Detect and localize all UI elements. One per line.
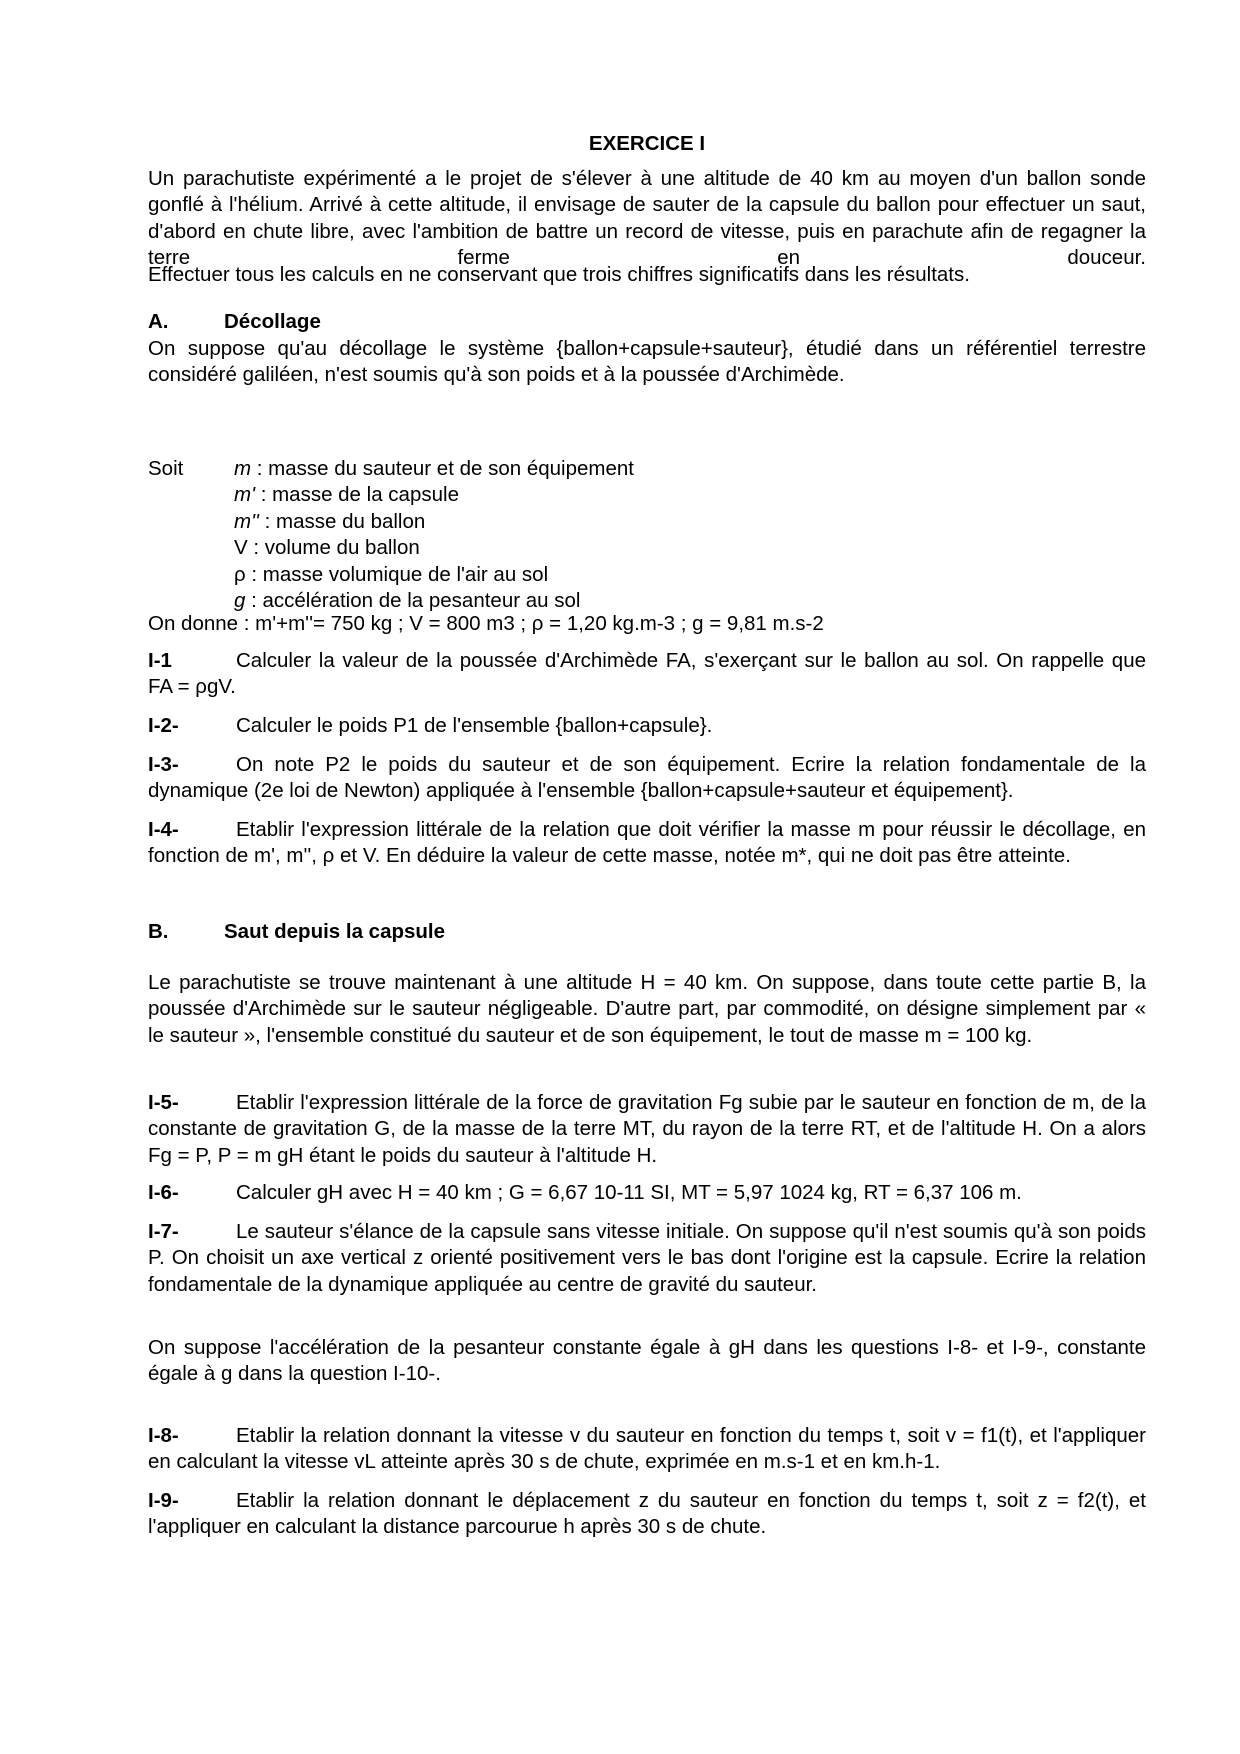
- intro-paragraph: Un parachutiste expérimenté a le projet de s'élever à une altitude de 40 km au moyen d'un ballon sonde gonflé à l'hélium. Arrivé à cette altitude, il envisage de sauter de la capsule du ballon pour effectuer un saut, d'abord en chute libre, avec l'ambition de battre un record de vitesse, puis en parachute afin de regagner la terre ferme en douceur.: [148, 167, 1146, 270]
- exercise-title: EXERCICE I: [588, 132, 706, 155]
- question-i-9: [148, 1488, 1146, 1541]
- question-label: I-1: [148, 649, 172, 672]
- variable-list: [234, 456, 634, 614]
- variable-row: ρ : masse volumique de l'air au sol: [234, 562, 549, 586]
- section-a-label: A.: [148, 310, 169, 333]
- question-label: I-8-: [148, 1424, 179, 1447]
- variable-row: m' : masse de la capsule: [234, 483, 459, 507]
- question-text: Etablir la relation donnant la vitesse v du sauteur en fonction du temps t, soit v = f1(t), et l'appliquer en calculant la vitesse vL atteinte après 30 s de chute, exprimée en m.s-1 et en km.h-1.: [148, 1424, 1146, 1474]
- section-b-text: Le parachutiste se trouve maintenant à une altitude H = 40 km. On suppose, dans toute cette partie B, la poussée d'Archimède sur le sauteur négligeable. D'autre part, par commodité, on désigne simplement par « le sauteur », l'ensemble constitué du sauteur et de son équipement, le tout de masse m = 100 kg.: [148, 971, 1146, 1047]
- question-i-5: [148, 1090, 1146, 1169]
- question-i-2: [148, 713, 1146, 739]
- variable-row: m : masse du sauteur et de son équipement: [234, 457, 634, 480]
- variable-row: V : volume du ballon: [234, 536, 420, 560]
- question-i-4: [148, 817, 1146, 870]
- question-label: I-5-: [148, 1091, 179, 1114]
- question-text: Calculer le poids P1 de l'ensemble {ballon+capsule}.: [236, 714, 713, 737]
- question-label: I-9-: [148, 1489, 179, 1512]
- question-label: I-3-: [148, 753, 179, 776]
- question-label: I-2-: [148, 714, 179, 737]
- question-label: I-7-: [148, 1220, 179, 1243]
- given-values: On donne : m'+m''= 750 kg ; V = 800 m3 ; ρ = 1,20 kg.m-3 ; g = 9,81 m.s-2: [148, 612, 824, 635]
- question-text: Le sauteur s'élance de la capsule sans vitesse initiale. On suppose qu'il n'est soumis qu'à son poids P. On choisit un axe vertical z orienté positivement vers le bas dont l'origine est la capsule. Ecrire la relation fondamentale de la dynamique appliquée au centre de gravité du sauteur.: [148, 1220, 1146, 1296]
- question-label: I-6-: [148, 1181, 179, 1204]
- question-text: Etablir l'expression littérale de la force de gravitation Fg subie par le sauteur en fonction de m, de la constante de gravitation G, de la masse de la terre MT, du rayon de la terre RT, et de l'altitude H. On a alors Fg = P, P = m gH étant le poids du sauteur à l'altitude H.: [148, 1091, 1146, 1167]
- assumption-note: On suppose l'accélération de la pesanteur constante égale à gH dans les questions I-8- et I-9-, constante égale à g dans la question I-10-.: [148, 1336, 1146, 1386]
- question-text: Calculer la valeur de la poussée d'Archimède FA, s'exerçant sur le ballon au sol. On rappelle que FA = ρgV.: [148, 649, 1146, 699]
- question-text: Calculer gH avec H = 40 km ; G = 6,67 10-11 SI, MT = 5,97 1024 kg, RT = 6,37 106 m.: [236, 1181, 1022, 1204]
- intro-instruction: Effectuer tous les calculs en ne conservant que trois chiffres significatifs dans les résultats.: [148, 263, 970, 286]
- question-i-3: [148, 752, 1146, 805]
- section-a-title: Décollage: [224, 310, 321, 333]
- question-text: Etablir l'expression littérale de la relation que doit vérifier la masse m pour réussir le décollage, en fonction de m', m'', ρ et V. En déduire la valeur de cette masse, notée m*, qui ne doit pas être atteinte.: [148, 818, 1146, 868]
- question-text: Etablir la relation donnant le déplacement z du sauteur en fonction du temps t, soit z = f2(t), et l'appliquer en calculant la distance parcourue h après 30 s de chute.: [148, 1489, 1146, 1539]
- question-label: I-4-: [148, 818, 179, 841]
- question-i-8: [148, 1423, 1146, 1476]
- section-b-title: Saut depuis la capsule: [224, 920, 446, 943]
- question-i-6: [148, 1180, 1146, 1206]
- section-b-heading: [148, 920, 445, 944]
- variable-row: m'' : masse du ballon: [234, 509, 426, 533]
- section-b-label: B.: [148, 920, 169, 943]
- section-a-text: On suppose qu'au décollage le système {ballon+capsule+sauteur}, étudié dans un référentiel terrestre considéré galiléen, n'est soumis qu'à son poids et à la poussée d'Archimède.: [148, 337, 1146, 387]
- question-i-7: [148, 1219, 1146, 1298]
- question-i-1: [148, 648, 1146, 701]
- variable-row: g : accélération de la pesanteur au sol: [234, 588, 581, 612]
- soit-label: Soit: [148, 457, 184, 480]
- section-a-heading: [148, 310, 321, 334]
- question-text: On note P2 le poids du sauteur et de son équipement. Ecrire la relation fondamentale de la dynamique (2e loi de Newton) appliquée à l'ensemble {ballon+capsule+sauteur et équipement}.: [148, 753, 1146, 803]
